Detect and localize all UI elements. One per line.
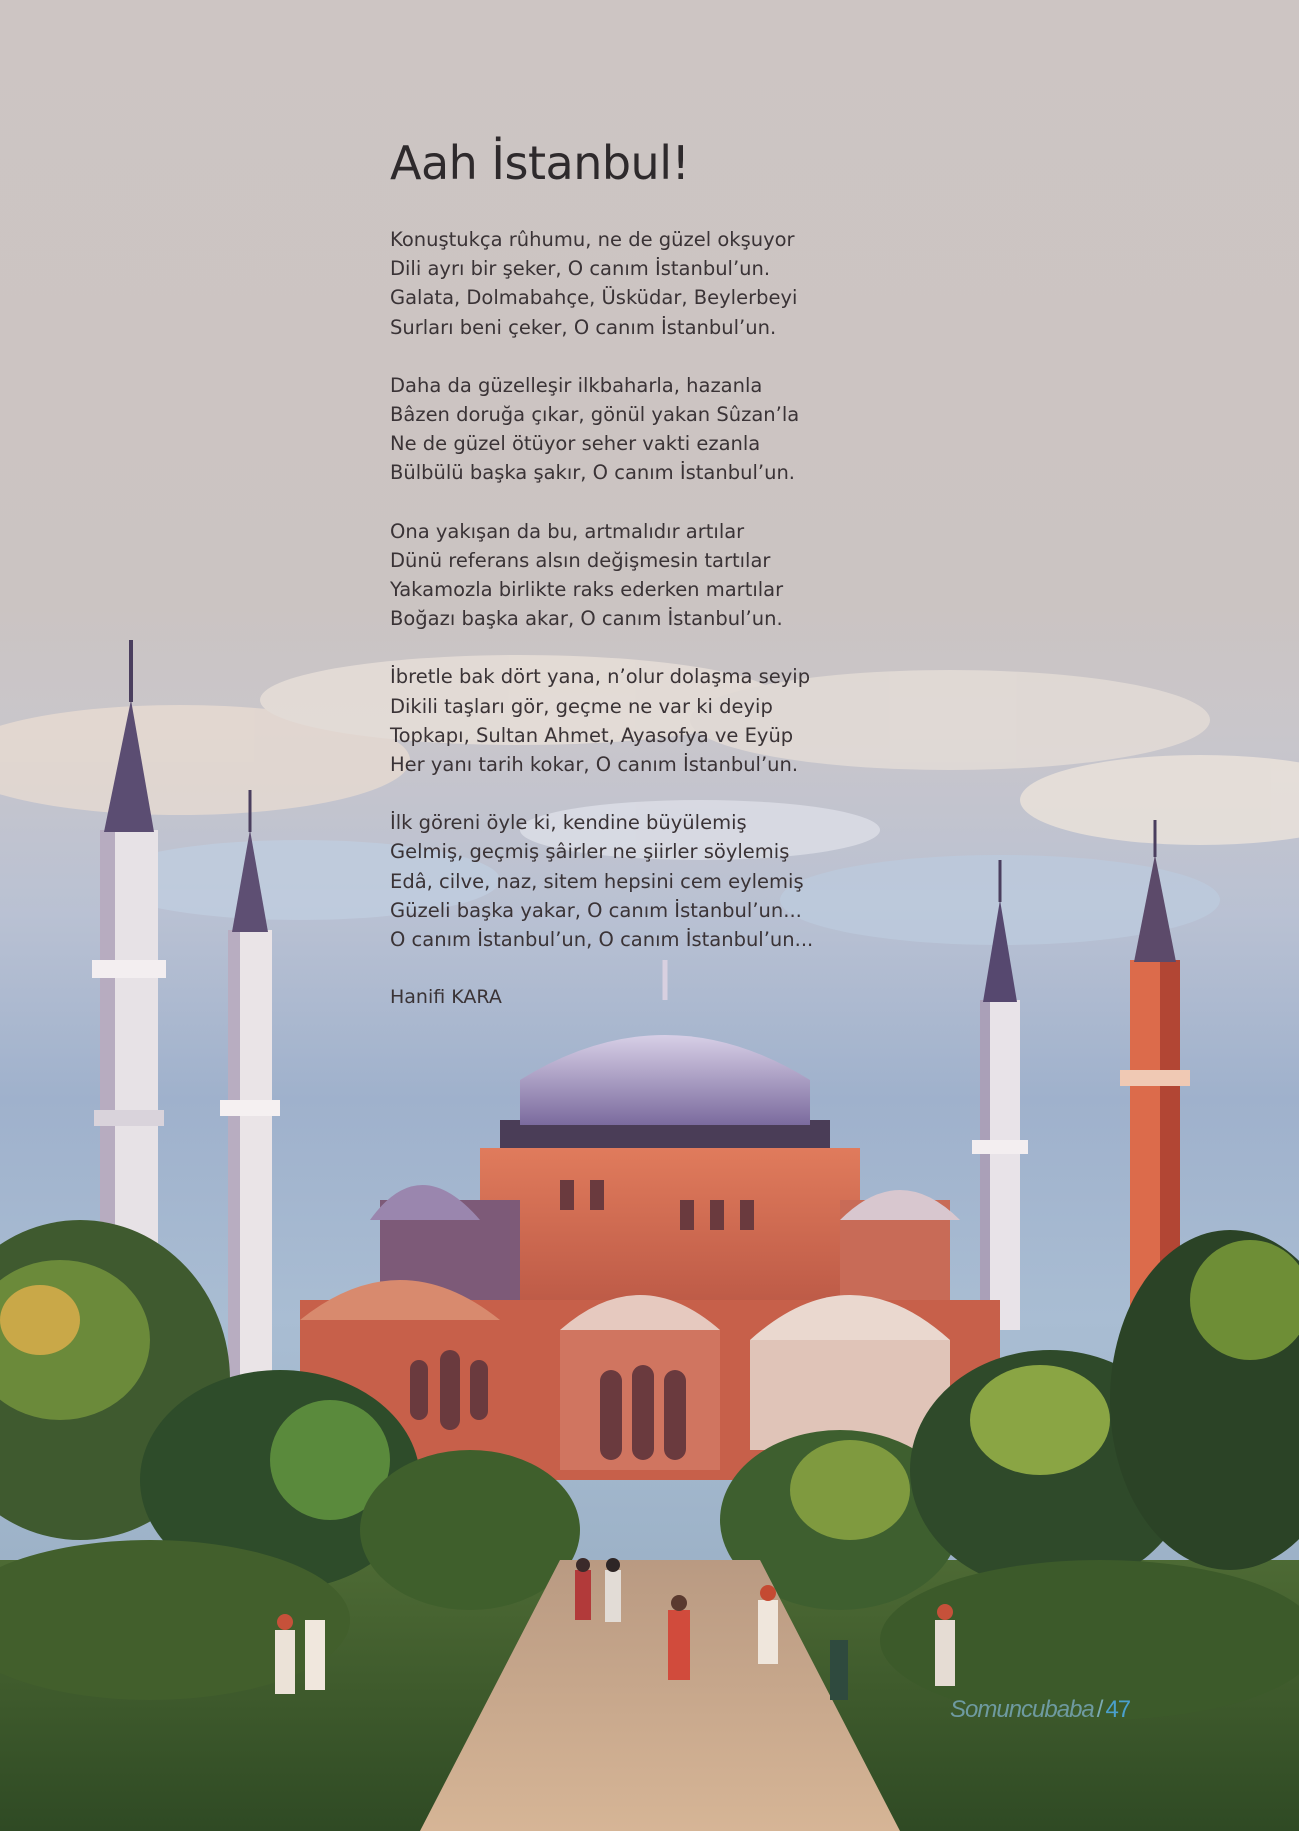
poem-line: Gelmiş, geçmiş şâirler ne şiirler söylemiş	[390, 840, 790, 864]
poem	[390, 135, 910, 1012]
stanza-2	[390, 371, 910, 488]
poem-line: İlk göreni öyle ki, kendine büyülemiş	[390, 811, 747, 835]
poem-line: Yakamozla birlikte raks ederken martılar	[390, 578, 784, 602]
stanza-5	[390, 808, 910, 954]
poem-line: Dünü referans alsın değişmesin tartılar	[390, 548, 771, 572]
page-number: 47	[1105, 1696, 1131, 1723]
poem-line: Konuştukça rûhumu, ne de güzel okşuyor	[390, 228, 795, 251]
poem-line: Ona yakışan da bu, artmalıdır artılar	[390, 519, 745, 543]
page-folio	[950, 1696, 1130, 1724]
stanza-1	[390, 225, 910, 342]
poem-line: O canım İstanbul’un, O canım İstanbul’un...	[390, 928, 814, 952]
poem-line: Topkapı, Sultan Ahmet, Ayasofya ve Eyüp	[390, 723, 794, 747]
poem-line: Her yanı tarih kokar, O canım İstanbul’un.	[390, 753, 799, 777]
folio-separator: /	[1096, 1696, 1103, 1723]
poem-title: Aah İstanbul!	[390, 136, 690, 190]
poem-line: Güzeli başka yakar, O canım İstanbul’un...	[390, 898, 802, 922]
poem-line: Bâzen doruğa çıkar, gönül yakan Sûzan’la	[390, 403, 800, 427]
stanza-4	[390, 662, 910, 779]
poem-line: Galata, Dolmabahçe, Üsküdar, Beylerbeyi	[390, 286, 798, 310]
poem-line: Dikili taşları gör, geçme ne var ki deyip	[390, 694, 773, 718]
poem-line: Dili ayrı bir şeker, O canım İstanbul’un.	[390, 257, 771, 281]
poem-line: Ne de güzel ötüyor seher vakti ezanla	[390, 432, 761, 456]
magazine-name: Somuncubaba	[950, 1696, 1094, 1723]
poem-line: Bülbülü başka şakır, O canım İstanbul’un.	[390, 461, 796, 485]
stanza-3	[390, 517, 910, 634]
poem-author: Hanifi KARA	[390, 986, 502, 1009]
poem-line: Edâ, cilve, naz, sitem hepsini cem eylemiş	[390, 869, 804, 893]
poem-line: Boğazı başka akar, O canım İstanbul’un.	[390, 607, 783, 631]
poem-line: İbretle bak dört yana, n’olur dolaşma seyip	[390, 665, 811, 689]
poem-line: Daha da güzelleşir ilkbaharla, hazanla	[390, 373, 763, 397]
poem-line: Surları beni çeker, O canım İstanbul’un.	[390, 315, 777, 339]
